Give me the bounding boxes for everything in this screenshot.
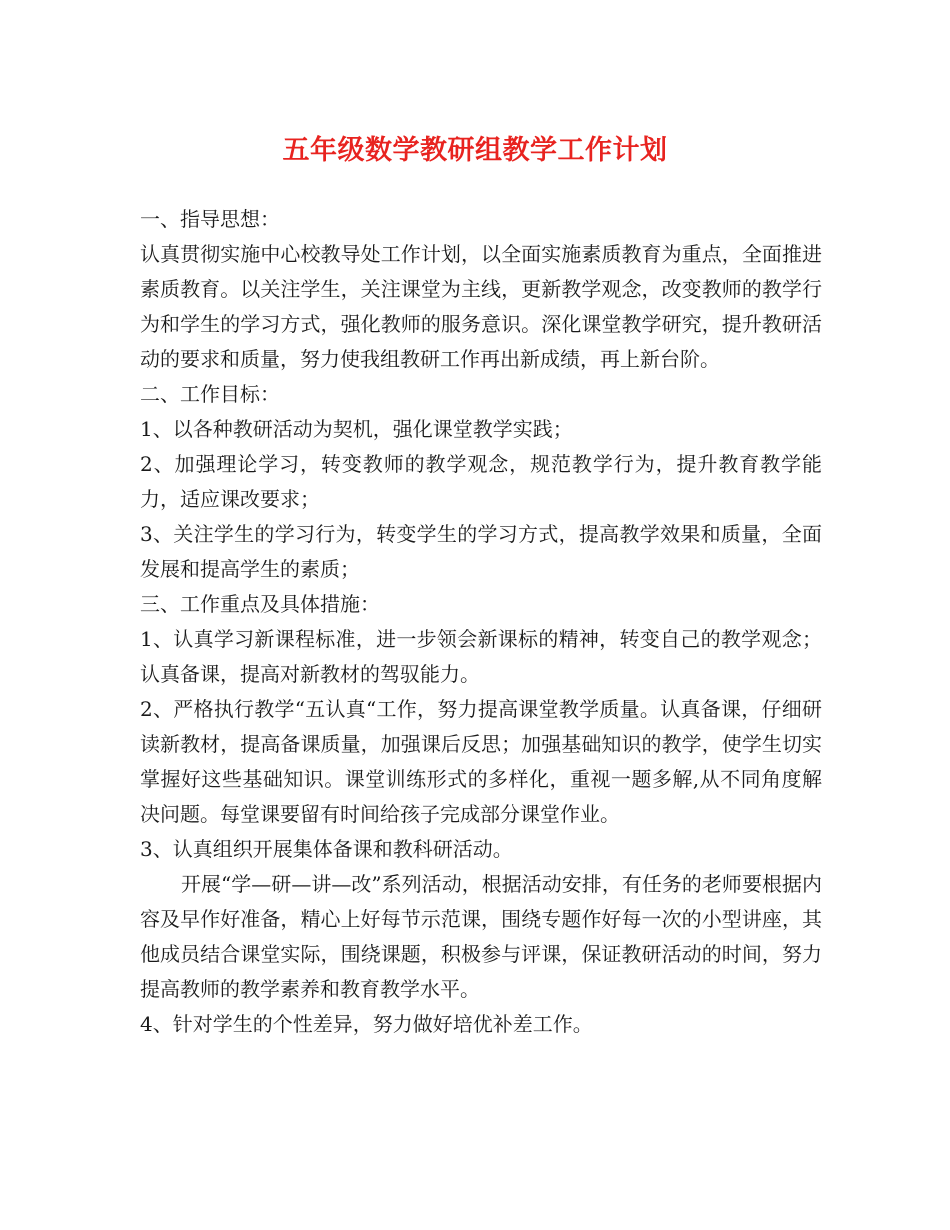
measure-item-1: 1、认真学习新课程标准，进一步领会新课标的精神，转变自己的教学观念；认真备课，提高对新教材的驾驭能力。 xyxy=(140,627,822,686)
measure-item-3: 3、认真组织开展集体备课和教科研活动。 xyxy=(140,837,513,861)
goal-item-1: 1、以各种教研活动为契机，强化课堂教学实践； xyxy=(140,417,573,441)
section-heading-key-measures: 三、工作重点及具体措施： xyxy=(140,592,380,616)
measure-item-3-detail: 开展“学—研—讲—改”系列活动，根据活动安排，有任务的老师要根据内容及早作好准备，精心上好每节示范课，围绕专题作好每一次的小型讲座，其他成员结合课堂实际，围绕课题，积极参与评课，保证教研活动的时间，努力提高教师的教学素养和教育教学水平。 xyxy=(140,872,822,1001)
paragraph-guiding-ideology: 认真贯彻实施中心校教导处工作计划，以全面实施素质教育为重点，全面推进素质教育。以关注学生，关注课堂为主线，更新教学观念，改变教师的教学行为和学生的学习方式，强化教师的服务意识。深化课堂教学研究，提升教研活动的要求和质量，努力使我组教研工作再出新成绩，再上新台阶。 xyxy=(140,242,822,371)
goal-item-2: 2、加强理论学习，转变教师的教学观念，规范教学行为，提升教育教学能力，适应课改要求； xyxy=(140,452,822,511)
measure-item-2: 2、严格执行教学“五认真“工作，努力提高课堂教学质量。认真备课，仔细研读新教材，提高备课质量，加强课后反思；加强基础知识的教学，使学生切实掌握好这些基础知识。课堂训练形式的多样化，重视一题多解,从不同角度解决问题。每堂课要留有时间给孩子完成部分课堂作业。 xyxy=(140,697,822,826)
document-body xyxy=(140,202,822,1042)
document-title: 五年级数学教研组教学工作计划 xyxy=(282,135,668,166)
measure-item-4: 4、针对学生的个性差异，努力做好培优补差工作。 xyxy=(140,1012,593,1036)
section-heading-work-goals: 二、工作目标： xyxy=(140,382,280,406)
goal-item-3: 3、关注学生的学习行为，转变学生的学习方式，提高教学效果和质量，全面发展和提高学生的素质； xyxy=(140,522,822,581)
section-heading-guiding-ideology: 一、指导思想： xyxy=(140,207,280,231)
